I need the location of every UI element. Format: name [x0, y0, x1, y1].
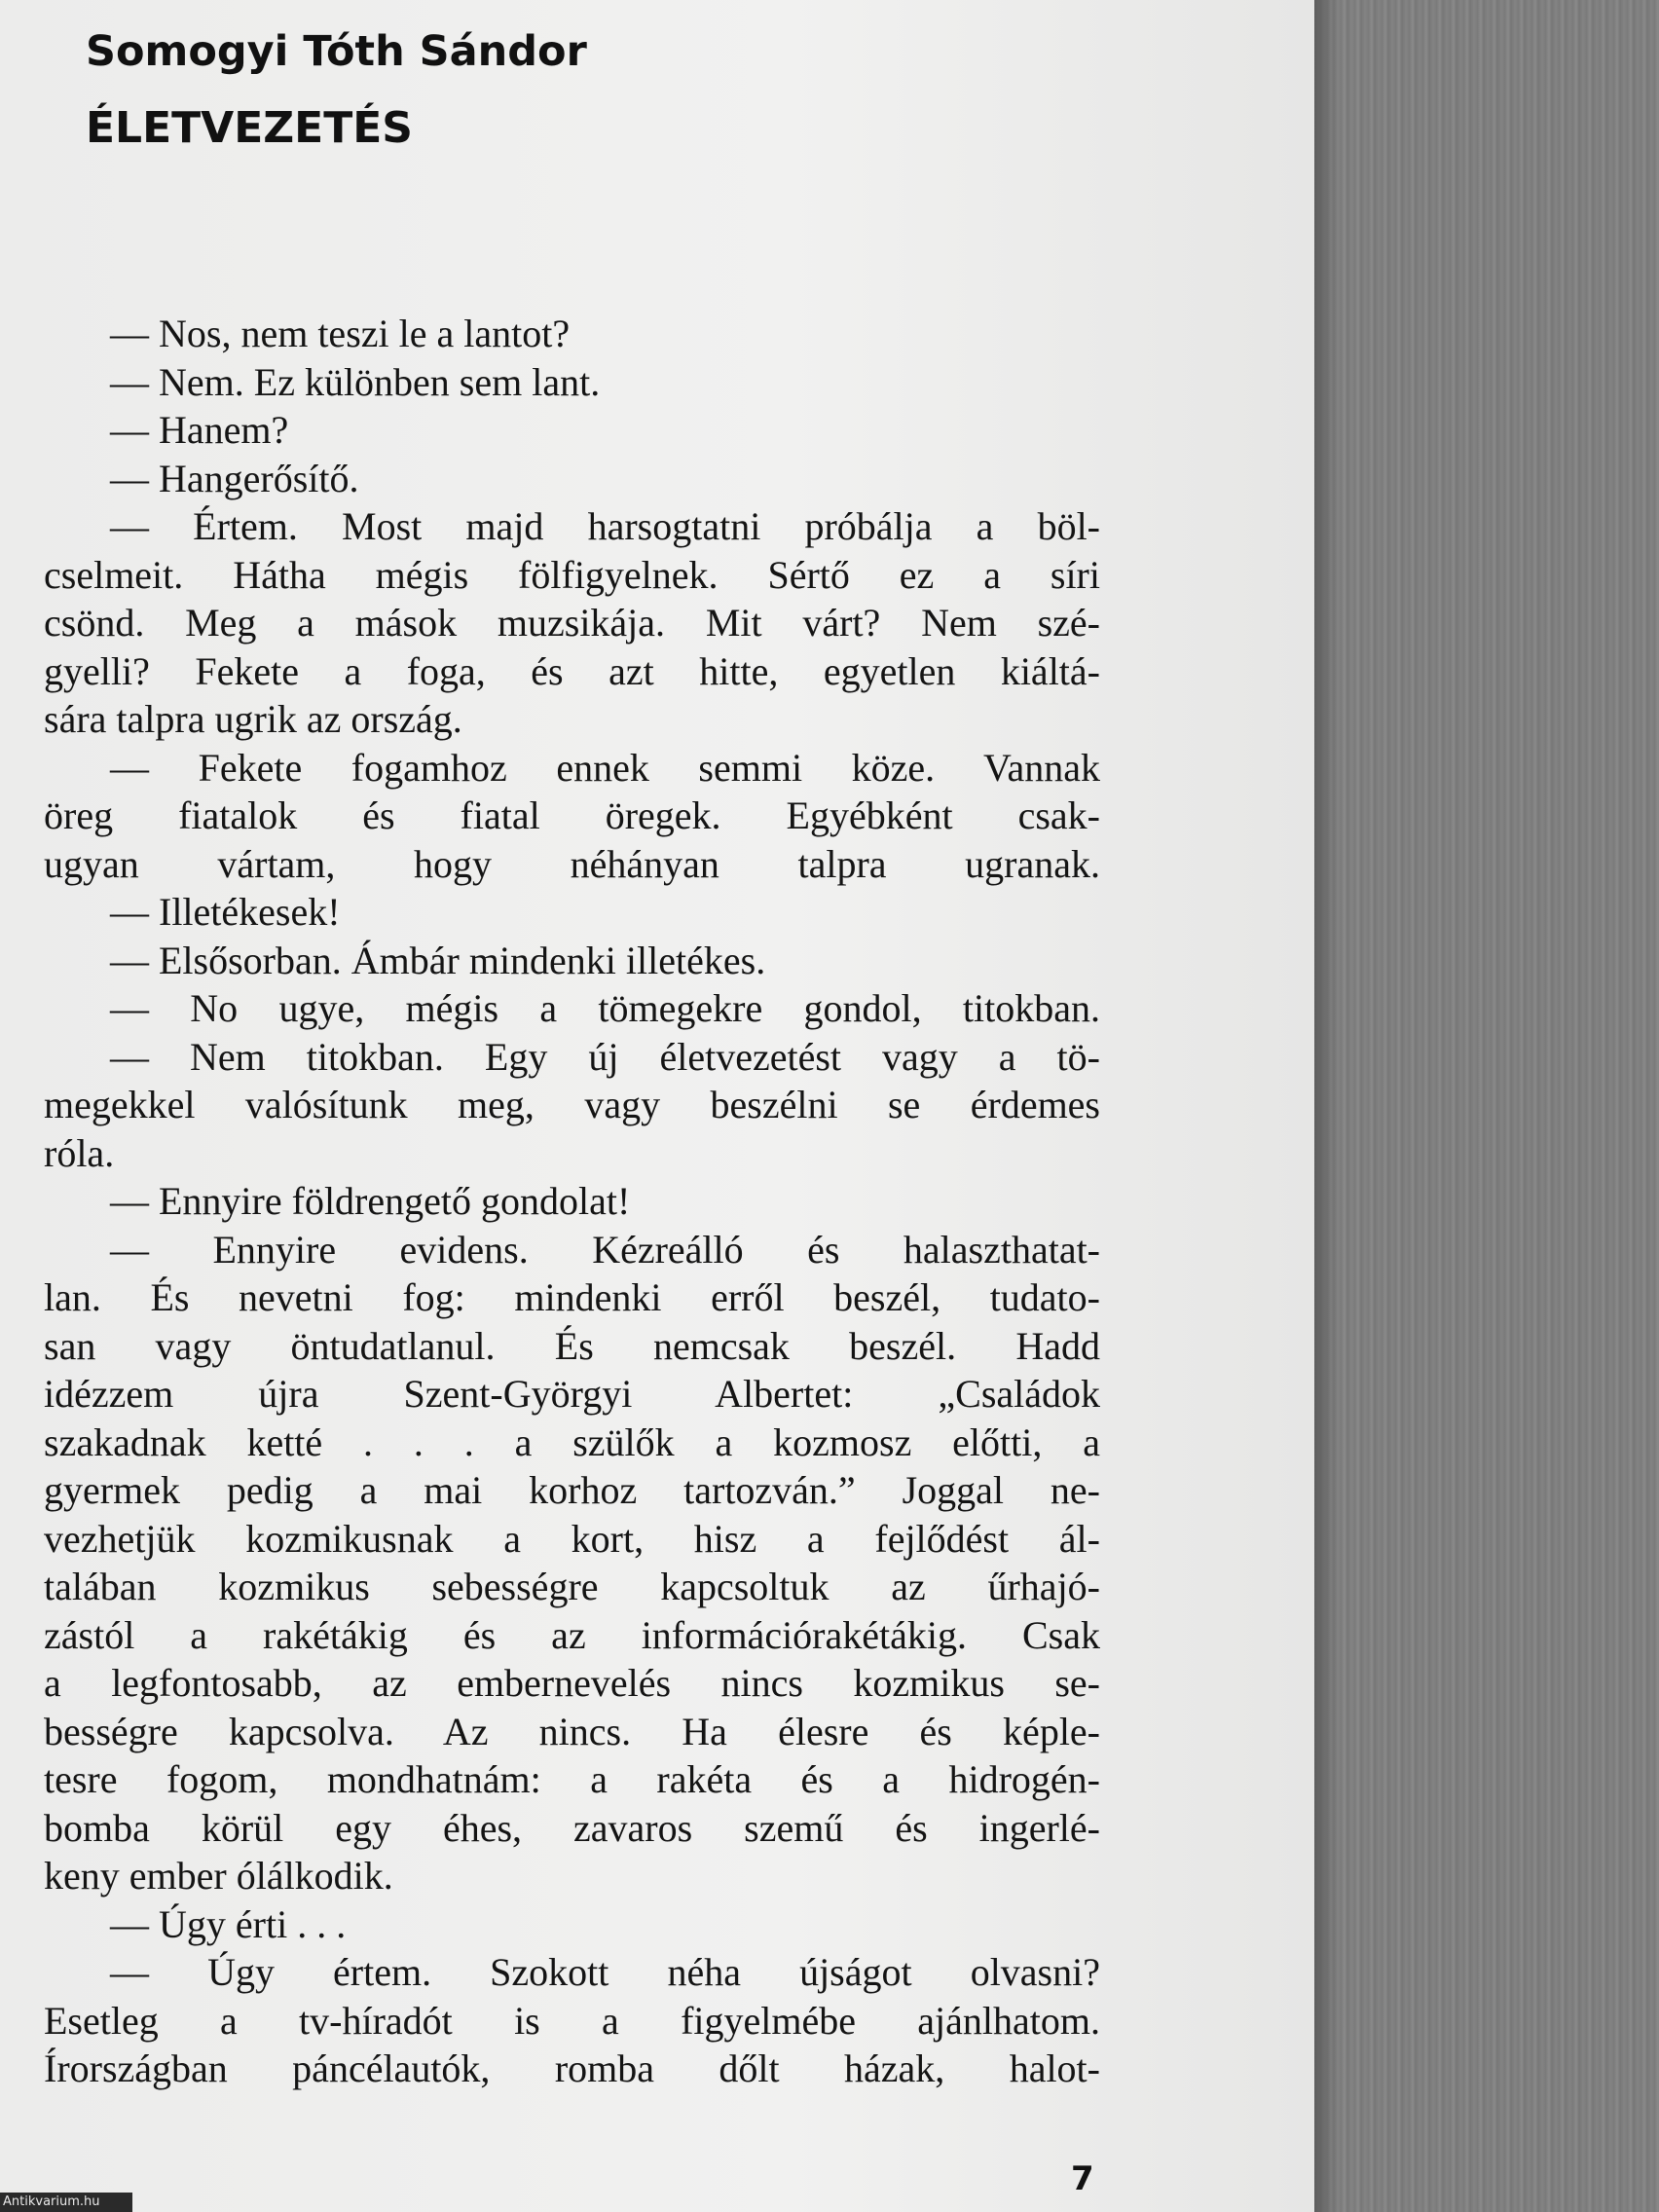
text-line: róla.: [44, 1130, 115, 1175]
text-line: san vagy öntudatlanul. És nemcsak beszél. Hadd: [44, 1323, 1100, 1368]
text-line: lan. És nevetni fog: mindenki erről beszél, tudato-: [44, 1275, 1100, 1319]
body-text: [44, 310, 1100, 2093]
text-line: — Fekete fogamhoz ennek semmi köze. Vannak: [110, 745, 1100, 790]
text-line: Írországban páncélautók, romba dőlt házak, halot-: [44, 2046, 1100, 2090]
text-line: a legfontosabb, az embernevelés nincs kozmikus se-: [44, 1661, 1100, 1705]
text-line: — Értem. Most majd harsogtatni próbálja a böl-: [110, 504, 1100, 548]
text-line: öreg fiatalok és fiatal öregek. Egyébként csak-: [44, 793, 1100, 837]
text-line: vezhetjük kozmikusnak a kort, hisz a fejlődést ál-: [44, 1516, 1100, 1561]
text-line: bességre kapcsolva. Az nincs. Ha élesre és képle-: [44, 1709, 1100, 1753]
page-number: 7: [1071, 2159, 1094, 2198]
text-line: — Úgy érti . . .: [110, 1901, 347, 1946]
text-line: zástól a rakétákig és az információrakétákig. Csak: [44, 1612, 1100, 1657]
text-line: — Hanem?: [110, 408, 289, 452]
text-line: — Úgy értem. Szokott néha újságot olvasni?: [110, 1950, 1100, 1994]
author-name: Somogyi Tóth Sándor: [86, 27, 587, 76]
text-line: — Hangerősítő.: [110, 456, 359, 500]
chapter-title: ÉLETVEZETÉS: [86, 103, 413, 153]
text-line: csönd. Meg a mások muzsikája. Mit várt? Nem szé-: [44, 601, 1100, 645]
text-line: — Nem. Ez különben sem lant.: [110, 359, 601, 404]
text-line: bomba körül egy éhes, zavaros szemű és ingerlé-: [44, 1805, 1100, 1850]
text-line: — Elsősorban. Ámbár mindenki illetékes.: [110, 938, 766, 982]
text-line: idézzem újra Szent-Györgyi Albertet: „Családok: [44, 1372, 1100, 1416]
text-line: — Nem titokban. Egy új életvezetést vagy a tö-: [110, 1034, 1100, 1079]
text-line: Esetleg a tv-híradót is a figyelmébe ajánlhatom.: [44, 1998, 1100, 2043]
text-line: — Illetékesek!: [110, 890, 341, 934]
text-line: — No ugye, mégis a tömegekre gondol, titokban.: [110, 986, 1100, 1030]
text-line: cselmeit. Hátha mégis fölfigyelnek. Sértő ez a síri: [44, 552, 1100, 597]
watermark: Antikvarium.hu: [0, 2193, 132, 2212]
text-line: megekkel valósítunk meg, vagy beszélni se érdemes: [44, 1083, 1100, 1126]
text-line: — Nos, nem teszi le a lantot?: [110, 312, 571, 355]
text-line: keny ember ólálkodik.: [44, 1854, 393, 1898]
text-line: tesre fogom, mondhatnám: a rakéta és a hidrogén-: [44, 1757, 1100, 1801]
text-line: gyelli? Fekete a foga, és azt hitte, egyetlen kiáltá-: [44, 648, 1100, 693]
text-line: — Ennyire földrengető gondolat!: [110, 1179, 631, 1223]
text-line: gyermek pedig a mai korhoz tartozván.” Joggal ne-: [44, 1468, 1100, 1512]
text-line: talában kozmikus sebességre kapcsoltuk az űrhajó-: [44, 1565, 1100, 1608]
text-line: sára talpra ugrik az ország.: [44, 697, 462, 741]
page-edge-shadow: [1314, 0, 1659, 2212]
text-line: — Ennyire evidens. Kézreálló és halaszthatat-: [110, 1227, 1100, 1272]
text-line: szakadnak ketté . . . a szülők a kozmosz előtti, a: [44, 1419, 1100, 1464]
text-line: ugyan vártam, hogy néhányan talpra ugranak.: [44, 841, 1100, 886]
